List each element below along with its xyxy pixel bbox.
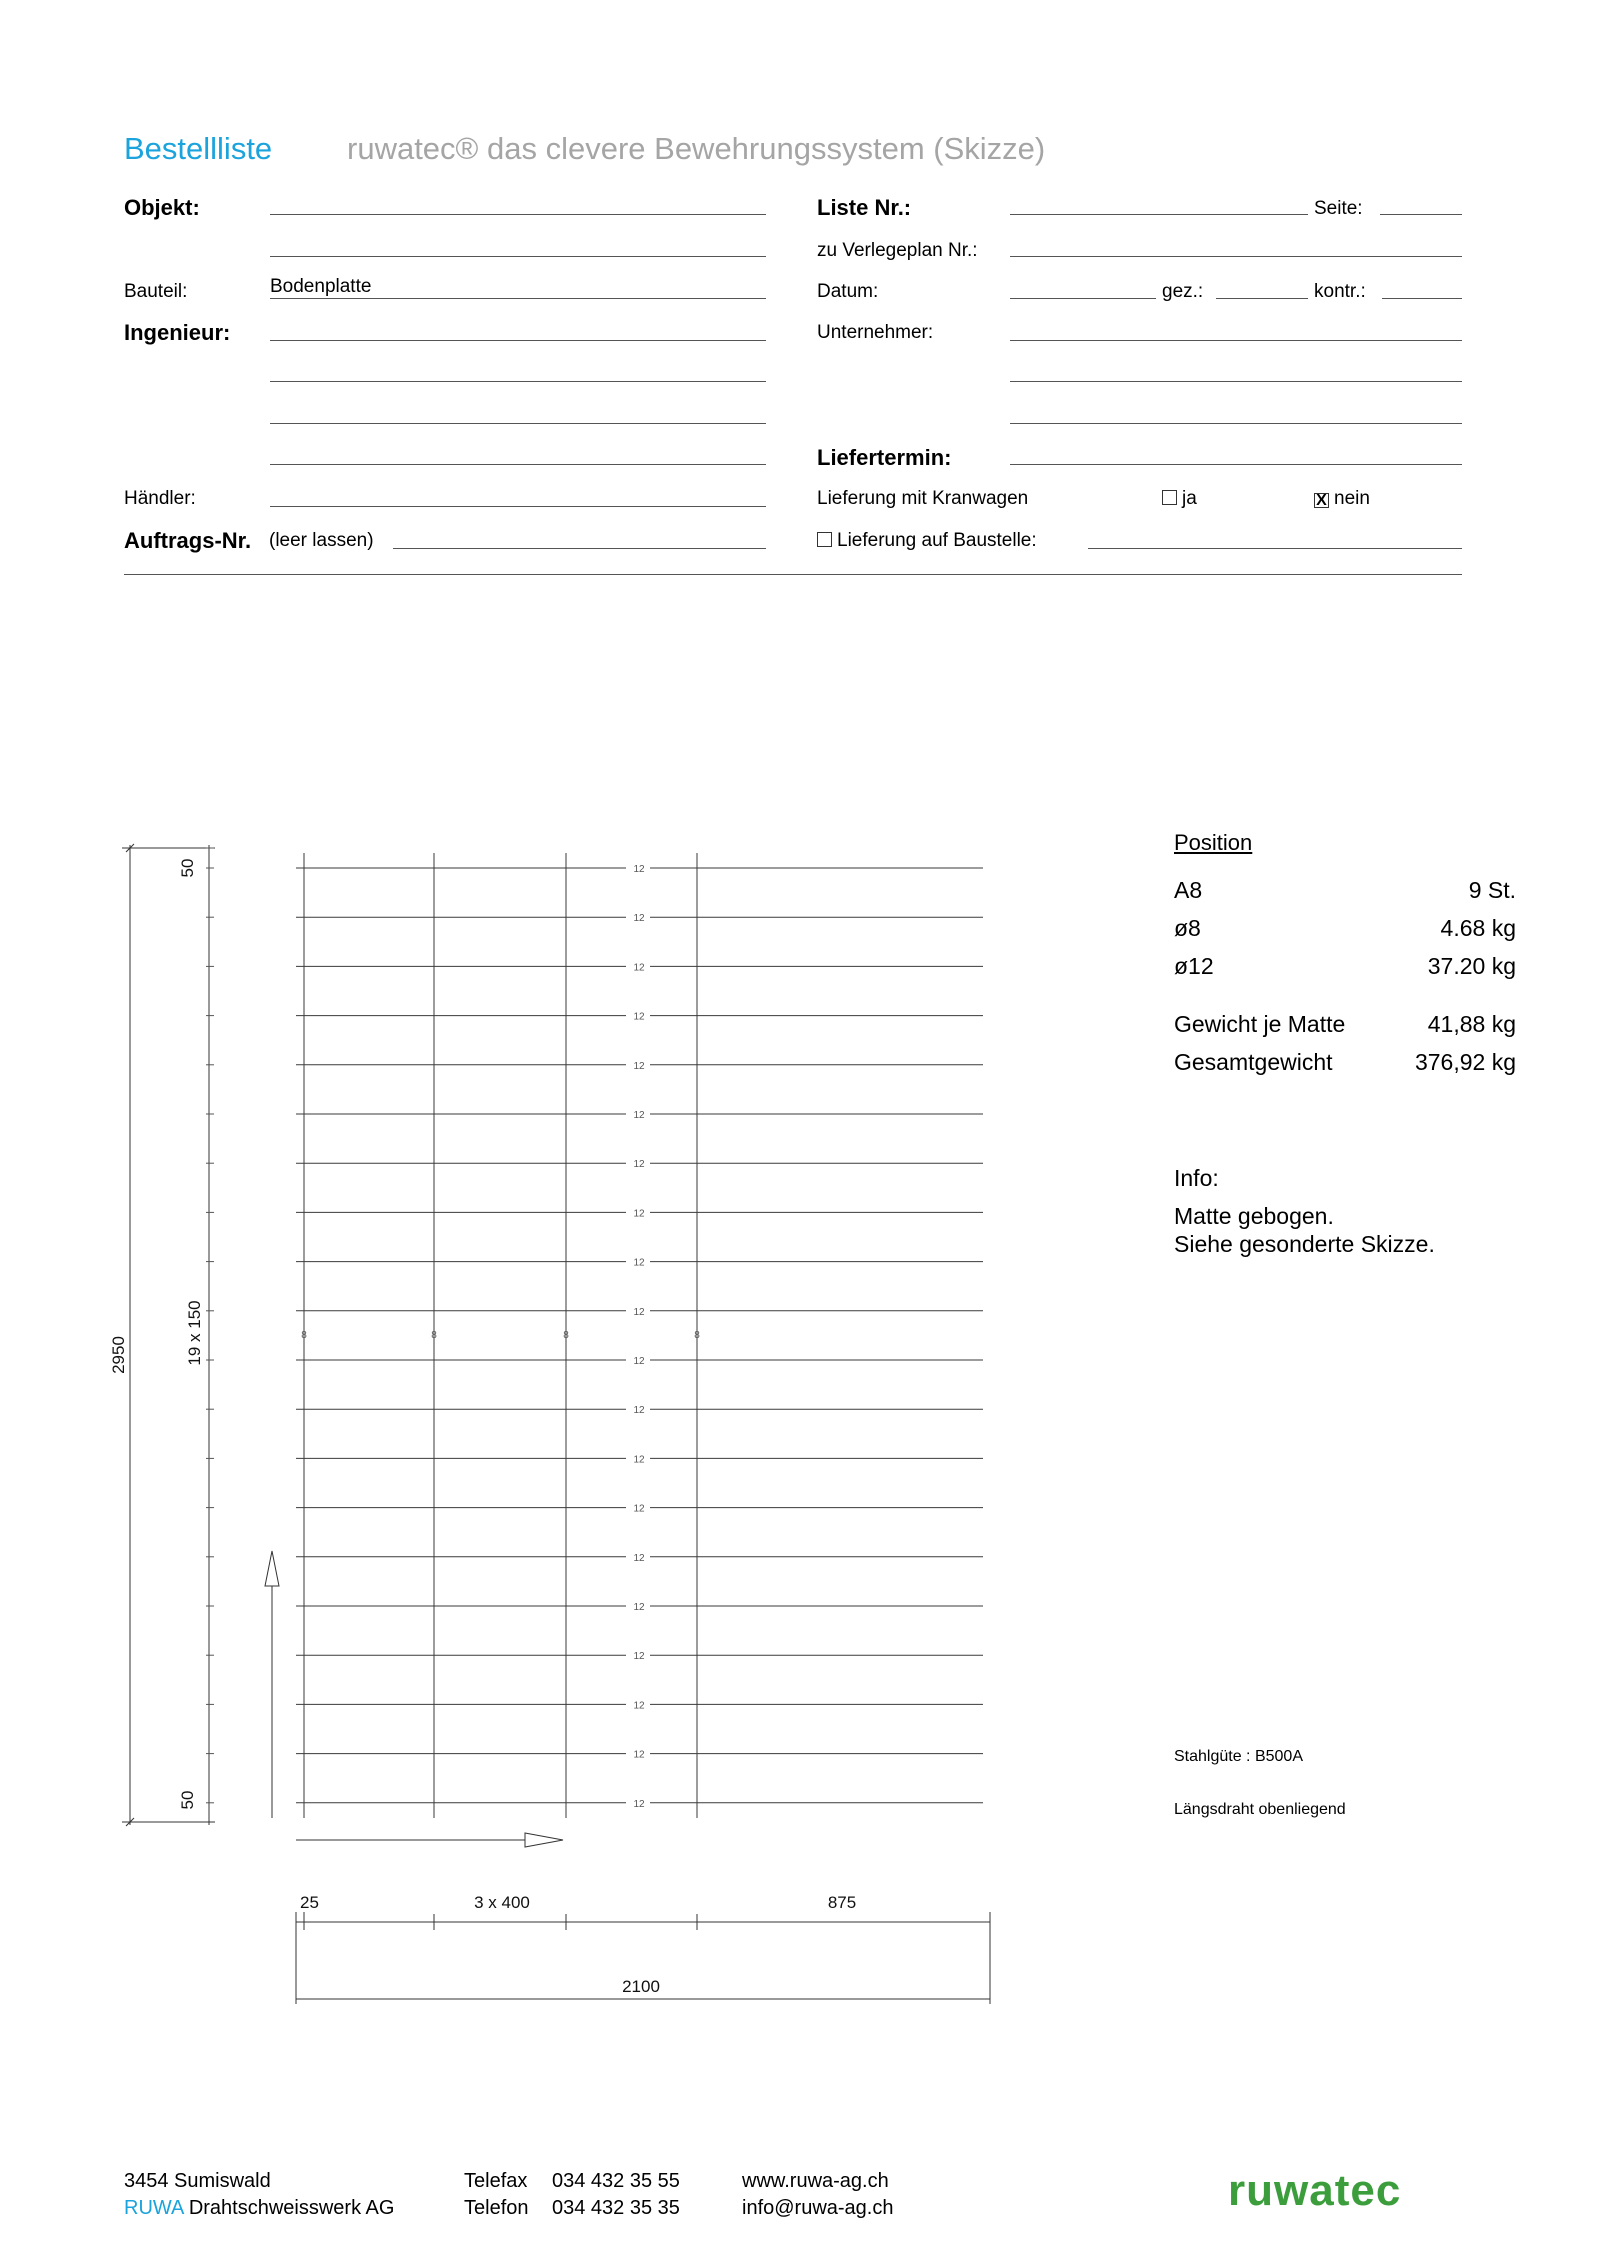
position-label-d12: ø12 xyxy=(1174,953,1214,979)
info-line-2: Siehe gesonderte Skizze. xyxy=(1174,1231,1435,1257)
weight-per-mat-label: Gewicht je Matte xyxy=(1174,1011,1346,1037)
cross-wire-label: 12 xyxy=(633,1159,645,1171)
position-label-a8: A8 xyxy=(1174,877,1203,903)
total-weight-label: Gesamtgewicht xyxy=(1174,1049,1333,1075)
cross-wire-label: 12 xyxy=(633,913,645,925)
email-link[interactable]: info@ruwa-ag.ch xyxy=(742,2197,894,2219)
longitudinal-wire-label: 8 xyxy=(301,1330,307,1341)
website-link[interactable]: www.ruwa-ag.ch xyxy=(742,2170,889,2192)
footer-address xyxy=(124,2168,394,2222)
footer-company: Drahtschweisswerk AG xyxy=(183,2197,395,2219)
wire-position-note: Längsdraht obenliegend xyxy=(1174,1801,1346,1818)
seite-label: Seite: xyxy=(1314,198,1363,219)
haendler-label: Händler: xyxy=(124,488,196,509)
ingenieur-label: Ingenieur: xyxy=(124,320,231,345)
cross-wire-label: 12 xyxy=(633,864,645,875)
dim-edge-top: 50 xyxy=(178,858,197,878)
page-title: Bestellliste xyxy=(124,131,273,166)
footer-phones xyxy=(464,2168,680,2222)
telefon-label: Telefon xyxy=(464,2197,529,2219)
kontr-label: kontr.: xyxy=(1314,281,1366,302)
longitudinal-wire-label: 8 xyxy=(694,1330,700,1341)
cross-wire-label: 12 xyxy=(633,1060,645,1072)
dim-spacing-vertical: 19 x 150 xyxy=(185,1300,204,1366)
position-heading: Position xyxy=(1174,830,1253,855)
dim-width-total: 2100 xyxy=(622,1977,660,1996)
nein-label: nein xyxy=(1334,488,1370,509)
footer-brand: RUWA xyxy=(124,2197,184,2219)
baustelle-label: Lieferung auf Baustelle: xyxy=(837,530,1037,551)
cross-wire-label: 12 xyxy=(633,1454,645,1466)
bauteil-value[interactable]: Bodenplatte xyxy=(270,276,372,297)
cross-wire-label: 12 xyxy=(633,1552,645,1564)
cross-wire-label: 12 xyxy=(633,1700,645,1712)
footer-place: 3454 Sumiswald xyxy=(124,2170,271,2192)
cross-wire-label: 12 xyxy=(633,1405,645,1417)
unternehmer-label: Unternehmer: xyxy=(817,322,934,343)
verlegeplan-label: zu Verlegeplan Nr.: xyxy=(817,240,978,261)
bauteil-label: Bauteil: xyxy=(124,281,188,302)
total-weight-value: 376,92 kg xyxy=(1414,1049,1516,1075)
datum-label: Datum: xyxy=(817,281,879,302)
telefax-label: Telefax xyxy=(464,2170,528,2192)
position-value-d8: 4.68 kg xyxy=(1440,915,1516,941)
liefertermin-label: Liefertermin: xyxy=(817,445,952,470)
telefon-number: 034 432 35 35 xyxy=(552,2197,680,2219)
position-value-d12: 37.20 kg xyxy=(1427,953,1516,979)
cross-wire-label: 12 xyxy=(633,1011,645,1023)
cross-wire-label: 12 xyxy=(633,1306,645,1318)
cross-wire-label: 12 xyxy=(633,1110,645,1121)
cross-wire-label: 12 xyxy=(633,1257,645,1269)
dim-height-total: 2950 xyxy=(109,1336,128,1374)
dim-edge-bottom: 50 xyxy=(178,1790,197,1810)
page-subtitle: ruwatec® das clevere Bewehrungssystem (Skizze) xyxy=(347,131,1046,166)
dim-left: 25 xyxy=(300,1893,319,1912)
longitudinal-wire-label: 8 xyxy=(563,1330,569,1341)
longitudinal-wire-label: 8 xyxy=(431,1330,437,1341)
auftrag-hint: (leer lassen) xyxy=(269,530,374,551)
nein-checkbox[interactable]: X xyxy=(1314,493,1329,508)
footer-contacts xyxy=(742,2168,893,2222)
footer-company-line xyxy=(124,2195,394,2222)
dim-right: 875 xyxy=(827,1893,857,1912)
telefax-number: 034 432 35 55 xyxy=(552,2170,680,2192)
weight-per-mat-value: 41,88 kg xyxy=(1427,1011,1516,1037)
dim-mid: 3 x 400 xyxy=(474,1893,530,1912)
position-label-d8: ø8 xyxy=(1174,915,1201,941)
objekt-label: Objekt: xyxy=(124,195,200,220)
ruwatec-logo: ruwatec xyxy=(1228,2166,1402,2215)
cross-wire-label: 12 xyxy=(633,962,645,974)
cross-wire-label: 12 xyxy=(633,1798,645,1810)
steel-grade-note: Stahlgüte : B500A xyxy=(1174,1748,1303,1765)
cross-wire-label: 12 xyxy=(633,1208,645,1220)
kranwagen-label: Lieferung mit Kranwagen xyxy=(817,488,1029,509)
info-heading: Info: xyxy=(1174,1165,1219,1191)
liste-label: Liste Nr.: xyxy=(817,195,912,220)
position-value-a8: 9 St. xyxy=(1468,877,1516,903)
cross-wire-label: 12 xyxy=(633,1749,645,1761)
auftrag-label: Auftrags-Nr. xyxy=(124,528,252,553)
cross-wire-label: 12 xyxy=(633,1503,645,1515)
info-line-1: Matte gebogen. xyxy=(1174,1203,1334,1229)
cross-wire-label: 12 xyxy=(633,1356,645,1367)
cross-wire-label: 12 xyxy=(633,1602,645,1613)
cross-wire-label: 12 xyxy=(633,1651,645,1663)
gez-label: gez.: xyxy=(1162,281,1204,302)
ja-label: ja xyxy=(1182,488,1197,509)
